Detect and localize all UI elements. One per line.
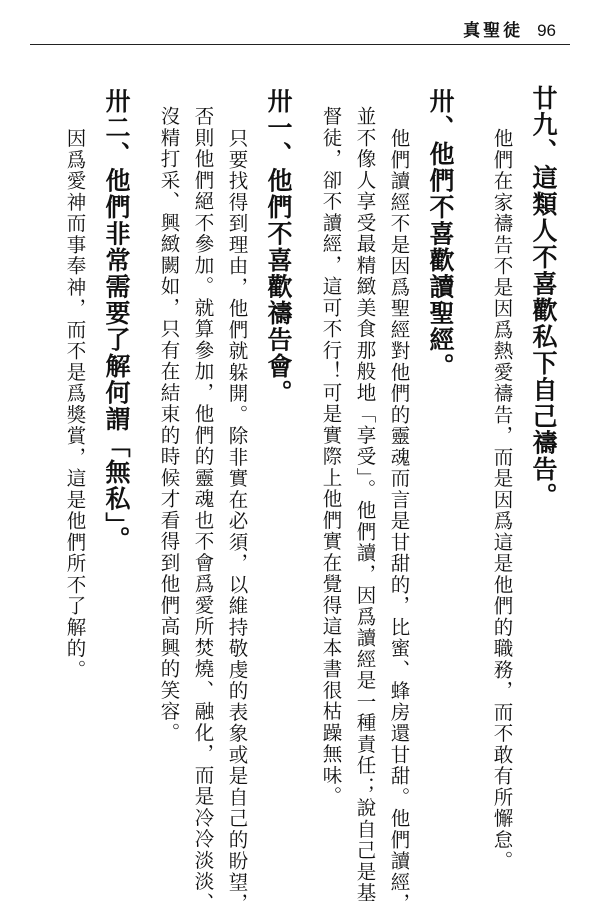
section-31-heading: 卅一、他們不喜歡禱告會。 [264, 88, 293, 406]
header-rule [30, 44, 570, 45]
section-31-line-3: 沒精打采、興緻闕如，只有在結束的時候才看得到他們高興的笑容。 [157, 106, 181, 744]
book-title: 真聖徒 [463, 21, 524, 41]
section-29-heading: 廿九、這類人不喜歡私下自己禱告。 [529, 85, 558, 509]
section-32-line-1: 因爲愛神而事奉神，而不是爲獎賞，這是他們所不了解的。 [63, 128, 87, 681]
section-30-line-1: 他們讀經不是因爲聖經對他們的靈魂而言是甘甜的，比蜜、蜂房還甘甜。他們讀經， [387, 128, 411, 915]
page-number: 96 [537, 21, 556, 40]
section-32-heading: 卅二、他們非常需要了解何謂「無私」。 [102, 88, 131, 553]
running-header [463, 16, 556, 41]
section-30-line-3: 督徒，卻不讀經，這可不行！可是實際上他們實在覺得這本書很枯躁無味。 [319, 106, 343, 808]
section-31-line-1: 只要找得到理由，他們就躲開。除非實在必須，以維持敬虔的表象或是自己的盼望， [225, 128, 249, 915]
section-30-line-2: 並不像人享受最精緻美食那般地「享受」。他們讀，因爲讀經是一種責任；說自己是基 [353, 106, 377, 904]
section-29-line-1: 他們在家禱告不是因爲熱愛禱告，而是因爲這是他們的職務，而不敢有所懈怠。 [490, 128, 514, 872]
section-30-heading: 卅、他們不喜歡讀聖經。 [426, 88, 455, 380]
section-31-line-2: 否則他們絕不參加。就算參加，他們的靈魂也不會爲愛所焚燒、融化，而是冷冷淡淡、 [191, 106, 215, 914]
